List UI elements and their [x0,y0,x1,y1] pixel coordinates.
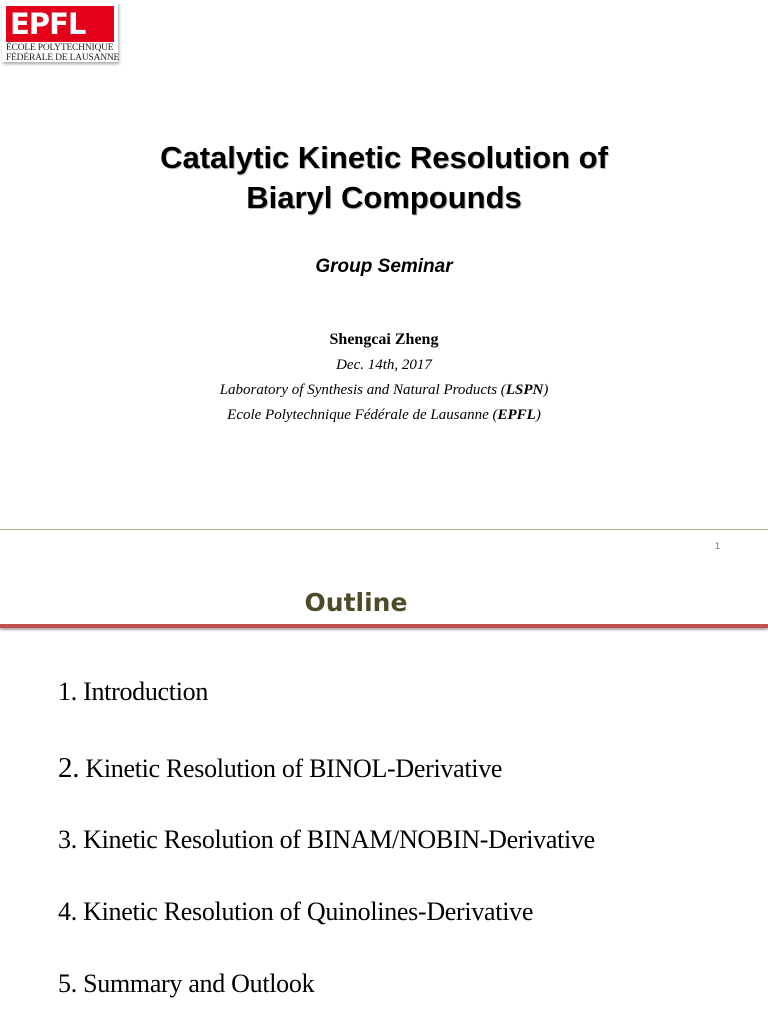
slide-divider [0,529,768,530]
laboratory-line: Laboratory of Synthesis and Natural Products (LSPN) [219,382,549,398]
outline-item-introduction: 1. Introduction [58,677,209,706]
outline-title-rule [0,624,768,628]
outline-title: Outline [304,588,408,617]
institution-abbreviation: EPFL [497,407,536,423]
author-name: Shengcai Zheng [329,331,439,348]
epfl-logo-mark: EPFL [6,6,114,42]
page-number: 1 [714,541,720,551]
epfl-logo [2,2,118,62]
logo-subtitle-line1: ÉCOLE POLYTECHNIQUE [6,43,114,53]
institution-line: Ecole Polytechnique Fédérale de Lausanne (EPFL) [227,407,541,423]
title-line-1: Catalytic Kinetic Resolution of [160,140,608,175]
presentation-date: Dec. 14th, 2017 [336,357,432,373]
presentation-title [0,138,768,218]
title-line-2: Biaryl Compounds [246,180,522,215]
outline-item-summary: 5. Summary and Outlook [58,969,315,998]
lab-abbreviation: LSPN [505,382,544,398]
outline-item-binam-nobin: 3. Kinetic Resolution of BINAM/NOBIN-Derivative [58,825,595,854]
logo-subtitle-line2: FÉDÉRALE DE LAUSANNE [6,53,120,63]
outline-item-quinolines: 4. Kinetic Resolution of Quinolines-Derivative [58,897,534,926]
presentation-subtitle: Group Seminar [315,256,453,277]
outline-item-binol: 2. Kinetic Resolution of BINOL-Derivative [58,752,503,784]
